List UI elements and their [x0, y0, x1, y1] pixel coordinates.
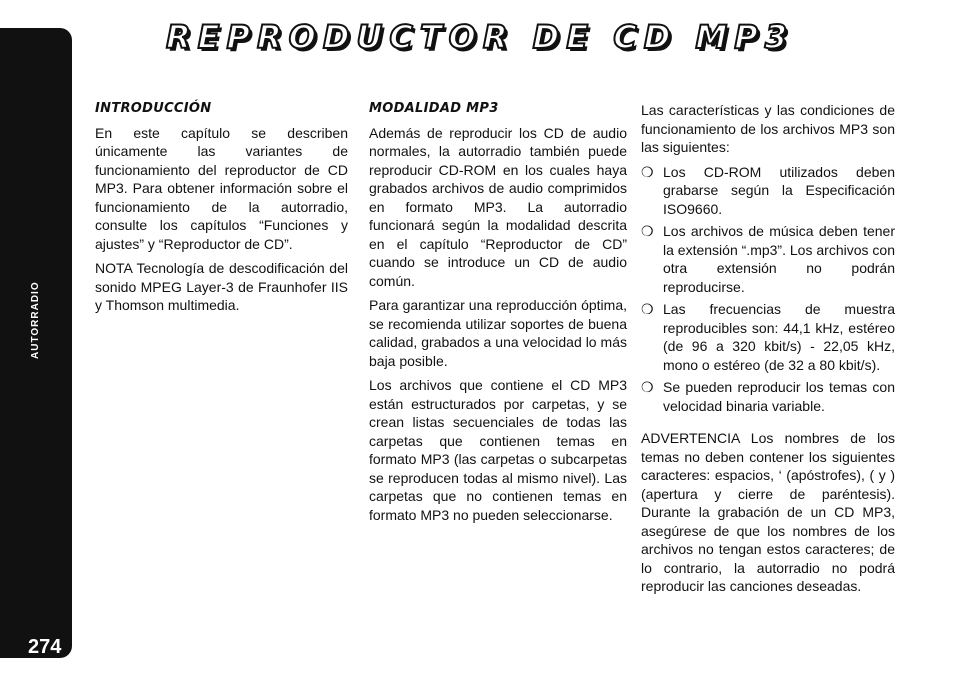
list-item [641, 378, 895, 415]
section-label: AUTORRADIO [30, 281, 41, 359]
circle-bullet-icon: ❍ [641, 223, 654, 239]
bullet-list [641, 163, 895, 416]
circle-bullet-icon: ❍ [641, 379, 654, 395]
column-caracteristicas [641, 101, 895, 602]
list-item-text: Los CD-ROM utilizados deben grabarse según la Especificación ISO9660. [663, 163, 895, 217]
paragraph: Además de reproducir los CD de audio normales, la autorradio también puede reproducir CD-ROM en los cuales haya grabados archivos de audio comprimidos en formato MP3. La autorradio funcionará según la modalidad descrita en el capítulo “Reproductor de CD” cuando se introduce un CD de audio común. [369, 124, 627, 289]
paragraph: Los archivos que contiene el CD MP3 están estructurados por carpetas, y se crean listas secuenciales de todas las carpetas que contienen temas en formato MP3 (las carpetas o subcarpetas se reproducen todas al mismo nivel). Las carpetas que no contienen temas en formato MP3 no pueden seleccionarse. [369, 377, 627, 523]
heading-modalidad-mp3: MODALIDAD MP3 [369, 101, 499, 116]
list-item-text: Las frecuencias de muestra reproducibles son: 44,1 kHz, estéreo (de 96 a 320 kbit/s) - 22,05 kHz, mono o estéreo (de 32 a 80 kbit/s). [663, 301, 895, 373]
circle-bullet-icon: ❍ [641, 301, 654, 317]
page-title: REPRODUCTOR DE CD MP3 [166, 18, 794, 56]
list-item [641, 222, 895, 296]
list-item [641, 300, 895, 374]
list-item [641, 163, 895, 219]
column-modalidad-mp3 [369, 100, 627, 530]
list-item-text: Los archivos de música deben tener la extensión “.mp3”. Los archivos con otra extensión no podrán reproducirse. [663, 223, 895, 295]
paragraph: Para garantizar una reproducción óptima, se recomienda utilizar soportes de buena calidad, grabados a una velocidad lo más baja posible. [369, 297, 627, 369]
list-item-text: Se pueden reproducir los temas con velocidad binaria variable. [663, 379, 895, 414]
page-number: 274 [28, 636, 62, 658]
warning-paragraph: ADVERTENCIA Los nombres de los temas no deben contener los siguientes caracteres: espacios, ‘ (apóstrofes), ( y ) (apertura y cierre de paréntesis). Durante la grabación de un CD MP3, asegúrese de que los nombres de los archivos no tengan estos caracteres; de lo contrario, la autorradio no podrá reproducir las canciones deseadas. [641, 430, 895, 594]
column-introduccion [95, 100, 348, 321]
note-paragraph: NOTA Tecnología de descodificación del sonido MPEG Layer-3 de Fraunhofer IIS y Thomson multimedia. [95, 260, 348, 313]
circle-bullet-icon: ❍ [641, 163, 654, 180]
paragraph: En este capítulo se describen únicamente las variantes de funcionamiento del reproductor de CD MP3. Para obtener información sobre el funcionamiento de la autorradio, consulte los capítulos “Funciones y ajustes” y “Reproductor de CD”. [95, 124, 348, 252]
intro-paragraph: Las características y las condiciones de funcionamiento de los archivos MP3 son las siguientes: [641, 102, 895, 155]
heading-introduccion: INTRODUCCIÓN [95, 101, 212, 116]
